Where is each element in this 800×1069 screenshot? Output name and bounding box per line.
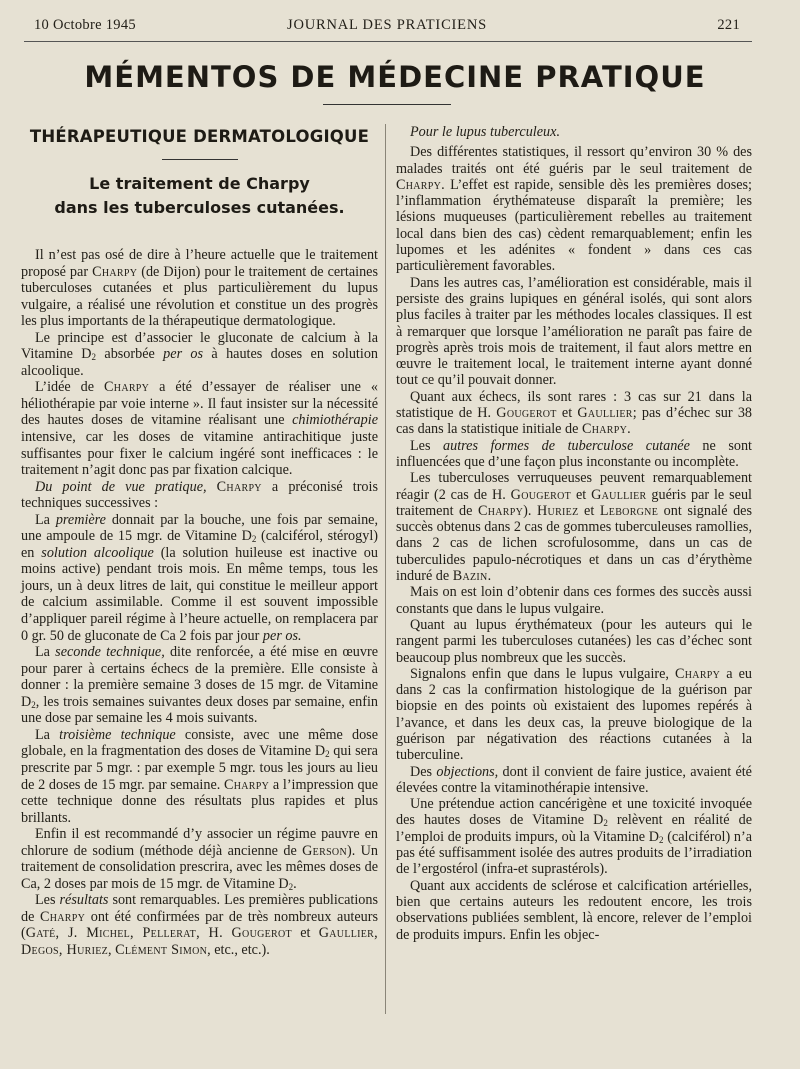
text-run: à hautes doses en solution alcoolique. <box>21 346 379 379</box>
author-name: Charpy <box>104 379 150 396</box>
text-run: qui sera prescrite par 5 mgr. : par exemple 5 mgr. tous les jours au lieu de 2 doses de 15 mgr. par semaine. <box>21 743 378 793</box>
emphasis: Pour le lupus tuberculeux. <box>410 124 560 140</box>
right-column <box>396 124 752 943</box>
article-title-line-2: dans les tuberculoses cutanées. <box>54 198 345 217</box>
subscript: 2 <box>251 534 257 545</box>
text-run: Quant aux échecs, ils sont rares : 3 cas sur 21 dans la statistique de H. <box>396 388 752 422</box>
emphasis: première <box>55 511 106 528</box>
text-run: dont il convient de faire justice, avaient été élevées contre la vitaminothérapie intensive. <box>396 763 752 796</box>
emphasis: per os <box>163 346 204 363</box>
running-header <box>34 17 740 37</box>
text-run: (la solution huileuse est inactive ou moins active) pendant trois mois. En même temps, tous les jours, un à deux litres de lait, qui constitue le meilleur apport de calcium assimilable. Comme il est souvent impossible d’appliquer pareil régime à l’heure actuelle, on remplacera par 0 gr. 50 de gluconate de Ca 2 fois par jour <box>21 544 378 644</box>
author-name: Charpy <box>675 665 721 682</box>
author-name: Charpy <box>92 263 138 280</box>
author-name: Charpy <box>396 176 442 193</box>
section-title: THÉRAPEUTIQUE DERMATOLOGIQUE <box>29 127 370 146</box>
subscript: 2 <box>603 818 608 829</box>
text-run: et <box>291 925 319 942</box>
text-run: a l’impression que cette technique donne des résultats plus rapides et plus brillants. <box>21 776 378 826</box>
text-run: Mais on est loin d’obtenir dans ces formes des succès aussi constants que dans le lupus vulgaire. <box>396 584 752 617</box>
text-run: ont signalé des succès obtenus dans 2 cas de gommes tuberculeuses ramollies, dans 2 cas de lichen scrofulosomme, dans un cas de tuberculides papulo-nécrotiques et dans un cas d’érythème induré de <box>396 502 752 585</box>
article-title-line-1: Le traitement de Charpy <box>89 174 310 193</box>
issue-date: 10 Octobre 1945 <box>34 17 136 33</box>
author-name: Huriez <box>537 502 579 519</box>
text-run: ; pas d’échec sur 38 cas dans la statistique initiale de <box>396 405 753 438</box>
author-name: Gaullier <box>591 486 647 503</box>
text-run: Enfin il est recommandé d’y associer un régime pauvre en chlorure de sodium (méthode déjà ancienne de <box>21 826 378 859</box>
paragraph <box>396 878 752 943</box>
emphasis: solution alcoolique <box>41 544 154 561</box>
text-run: a préconisé trois techniques successives : <box>21 478 378 512</box>
text-run: ont été confirmées par de très nombreux auteurs ( <box>21 908 378 942</box>
paragraph <box>396 470 752 584</box>
author-name: Gaté, J. Michel, Pellerat, H. Gougerot <box>25 925 292 942</box>
text-run: intensive, car les doses de vitamine antirachitique juste suffisantes pour fixer le calcium ingéré sont inefficaces : le traitement n’agit donc pas par fixation calcique. <box>21 429 378 479</box>
paragraph <box>21 479 378 512</box>
author-name: Gaullier, Degos, Huriez <box>21 925 378 958</box>
paragraph <box>21 826 378 892</box>
text-run: Les <box>35 892 60 909</box>
text-run: , <box>108 941 116 958</box>
text-run: Le principe est d’associer le gluconate de calcium à la Vitamine D <box>21 329 378 363</box>
author-name: Gougerot <box>496 405 557 422</box>
title-rule <box>323 104 451 105</box>
paragraph <box>21 512 378 644</box>
text-run: a eu dans 2 cas la confirmation histologique de la guérison par biopsie en des points où existaient des lupomes repérés à l’avance, et dans les deux cas, la preuve biologique de la guérison par négativation des réactions cutanées à la tuberculine. <box>396 665 752 764</box>
author-name: Bazin <box>452 568 488 585</box>
author-name: Leborgne <box>599 502 659 519</box>
text-run: Il n’est pas osé de dire à l’heure actuelle que le traitement proposé par <box>21 247 378 280</box>
author-name: Charpy <box>478 502 524 519</box>
text-run: . L’effet est rapide, sensible dès les premières doses; l’inflammation érythémateuse disparaît la première; les lésions muqueuses (particulièrement rebelles au traitement local dans bien des cas) cèdent remarquablement; enfin les lupomes et les adénites « fondent » dans ces cas particulièrement favorables. <box>396 176 752 275</box>
text-run: relèvent en réalité de l’emploi de produits impurs, où la Vitamine D <box>396 812 752 845</box>
text-run: Des différentes statistiques, il ressort qu’environ 30 % des malades traités ont été guéris par le seul traitement de <box>396 144 752 177</box>
paragraph <box>396 666 752 764</box>
author-name: Clément Simon <box>115 941 208 958</box>
text-run <box>207 479 217 495</box>
text-run: Dans les autres cas, l’amélioration est considérable, mais il persiste des grains lupiques en général isolés, qui sont alors plus faciles à traiter par les méthodes locales classiques. Il est à remarquer que lorsque l’amélioration ne paraît pas faire de progrès après trois mois de traitement, il faut alors mettre en œuvre le traitement local, le traitement interne ayant donné tout ce qu’il pouvait donner. <box>396 274 752 389</box>
text-run: Signalons enfin que dans le lupus vulgaire, <box>410 665 676 682</box>
left-column <box>21 124 378 959</box>
page-number: 221 <box>717 17 740 33</box>
emphasis: Du point de vue pratique, <box>35 478 207 495</box>
text-run: ne sont influencées que d’une façon plus inconstante ou incomplète. <box>396 437 752 470</box>
emphasis: seconde technique, <box>55 644 165 661</box>
text-run: et <box>556 405 578 422</box>
text-run: Quant au lupus érythémateux (pour les auteurs qui le rangent parmi les tuberculoses cutanées) les cas d’échec sont beaucoup plus nombreux que les succès. <box>396 616 752 666</box>
paragraph <box>21 379 378 478</box>
text-run: sont remarquables. Les premières publications de <box>21 892 378 925</box>
text-run: absorbée <box>96 346 164 363</box>
paragraph <box>396 389 752 438</box>
emphasis: autres formes de tuberculose cutanée <box>443 437 690 454</box>
text-run: ). Un traitement de consolidation prescrira, avec les mêmes doses de Ca, 2 doses par mois de 15 mgr. de Vitamine D <box>21 842 378 892</box>
text-run: ). <box>523 502 537 519</box>
section-rule <box>162 159 238 160</box>
paragraph <box>21 644 378 727</box>
subscript: 2 <box>325 749 330 760</box>
text-run: et <box>578 502 600 519</box>
text-run: Les tuberculoses verruqueuses peuvent remarquablement réagir (2 cas de H. <box>396 470 752 503</box>
paragraph <box>396 144 752 274</box>
paragraph <box>21 727 378 826</box>
subscript: 2 <box>91 352 97 363</box>
author-name: Charpy <box>39 908 86 925</box>
emphasis: chimiothérapie <box>292 412 378 429</box>
paragraph <box>21 330 378 380</box>
right-column-body <box>396 124 752 943</box>
column-divider <box>385 124 386 1014</box>
text-run: . <box>487 568 492 585</box>
subscript: 2 <box>31 699 36 710</box>
paragraph <box>21 892 378 958</box>
text-run: Une prétendue action cancérigène et une toxicité invoquée des hautes doses de Vitamine D <box>396 796 752 829</box>
text-run: La <box>35 644 56 661</box>
paragraph <box>396 617 752 666</box>
text-run: . <box>293 875 297 892</box>
left-column-body <box>21 247 378 959</box>
paragraph <box>396 796 752 877</box>
paragraph <box>396 438 752 471</box>
text-run: La <box>35 511 56 528</box>
article-title <box>21 172 378 220</box>
text-run: (calciférol) n’a pas été suffisamment isolée des autres produits de l’irradiation de l’ergostérol (infra-et suprastérols). <box>396 828 753 878</box>
text-run: La <box>35 726 60 743</box>
text-run: Quant aux accidents de sclérose et calcification artérielles, bien que certains auteurs les redoutent encore, les trois observations publiées semblent, là encore, relever de l’emploi de produits impurs. Enfin les objec- <box>396 877 752 943</box>
author-name: Charpy <box>581 421 628 438</box>
text-run: donnait par la bouche, une fois par semaine, une ampoule de 15 mgr. de Vitamine D <box>21 511 379 545</box>
author-name: Gougerot <box>510 486 572 503</box>
text-run: consiste, avec une même dose globale, en la fragmentation des doses de Vitamine D <box>21 726 378 760</box>
paragraph <box>396 584 752 617</box>
text-run: , etc., etc.). <box>207 941 270 958</box>
emphasis: objections, <box>436 763 499 780</box>
text-run: dite renforcée, a été mise en œuvre pour parer à certains échecs de la première. Elle consiste à donner : la première semaine 3 doses de 15 mgr. de Vitamine D <box>21 644 378 710</box>
author-name: Gerson <box>302 842 347 859</box>
text-run: Les <box>410 437 444 454</box>
author-name: Charpy <box>224 776 270 793</box>
subscript: 2 <box>288 881 294 892</box>
text-run: L’idée de <box>35 379 105 396</box>
paragraph <box>396 275 752 389</box>
paragraph <box>396 764 752 797</box>
author-name: Charpy <box>216 478 262 495</box>
subscript: 2 <box>659 834 664 845</box>
text-run: et <box>571 486 592 503</box>
text-run: (calciférol, stérogyl) en <box>21 528 379 561</box>
text-run: . <box>627 421 631 438</box>
text-run: , les trois semaines suivantes deux doses par semaine, enfin une dose par semaine les 4 mois suivants. <box>21 693 378 727</box>
emphasis: troisième technique <box>59 726 176 743</box>
text-run: Des <box>410 763 437 780</box>
text-run: guéris par le seul traitement de <box>396 486 752 519</box>
emphasis: per os. <box>262 627 302 644</box>
paragraph <box>21 247 378 330</box>
author-name: Gaullier <box>577 405 633 422</box>
main-title: MÉMENTOS DE MÉDECINE PRATIQUE <box>84 60 706 94</box>
header-rule <box>24 41 752 42</box>
paragraph <box>396 124 752 140</box>
text-run: a été d’essayer de réaliser une « héliothérapie par voie interne ». Il faut insister sur la nécessité des hautes doses de vitamine réalisant une <box>21 379 379 429</box>
journal-name: JOURNAL DES PRATICIENS <box>287 17 487 33</box>
emphasis: résultats <box>59 892 109 909</box>
text-run: (de Dijon) pour le traitement de certaines tuberculoses cutanées et plus particulièrement du lupus vulgaire, a réalisé une révolution et constitue un des progrès les plus importants de la thérapeutique dermatologique. <box>21 263 378 330</box>
